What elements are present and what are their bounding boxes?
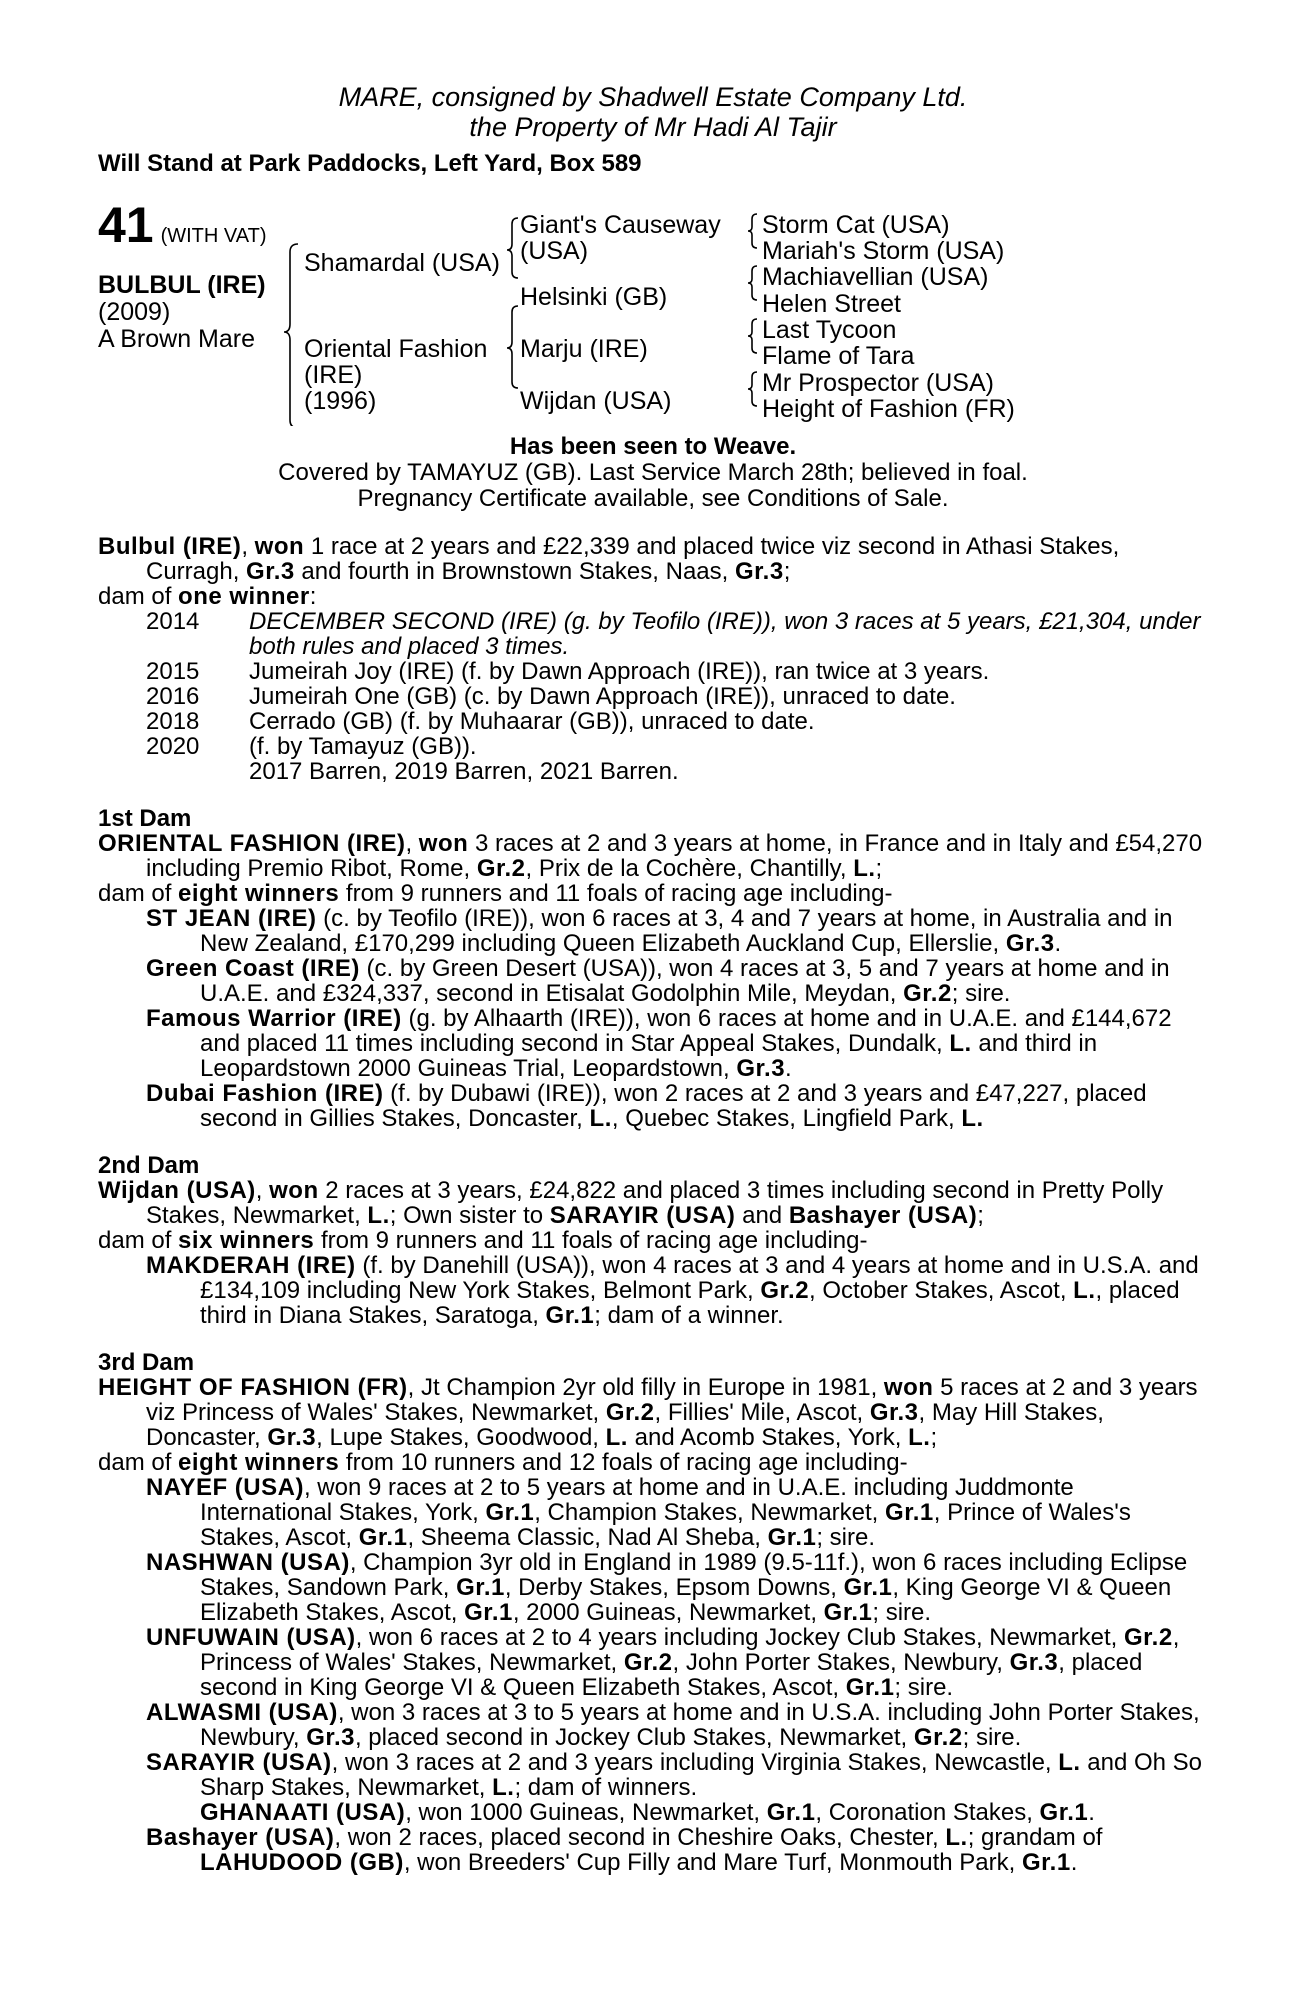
brace-g1 (748, 214, 757, 248)
dam-of-line: dam of one winner: (98, 583, 317, 610)
gp-1: Storm Cat (USA) (762, 211, 950, 239)
sire-sire: Giant's Causeway (520, 211, 721, 239)
notes-block (98, 434, 1208, 512)
covered-note: Covered by TAMAYUZ (GB). Last Service March 28th; believed in foal. (278, 459, 1028, 486)
lot-number: 41 (98, 197, 154, 253)
brace-g4 (748, 372, 757, 406)
dam-of-line: dam of six winners from 9 runners and 11 foals of racing age including- (98, 1227, 868, 1254)
dam-dam: Wijdan (USA) (520, 387, 672, 415)
progeny-entry: ST JEAN (IRE) (c. by Teofilo (IRE)), won 6 races at 3, 4 and 7 years at home, in Australia and in New Zealand, £170,299 including Queen Elizabeth Auckland Cup, Ellerslie, Gr.3. (146, 905, 1173, 957)
progeny-entry: NAYEF (USA), won 9 races at 2 to 5 years at home and in U.A.E. including Juddmonte International Stakes, York, Gr.1, Champion Stakes, Newmarket, Gr.1, Prince of Wales's Stakes, Ascot, Gr.1, Sheema Classic, Nad Al Sheba, Gr.1; sire. (146, 1474, 1131, 1551)
progeny-entry: Bashayer (USA), won 2 races, placed second in Cheshire Oaks, Chester, L.; grandam of (146, 1824, 1103, 1851)
progeny-entry: MAKDERAH (IRE) (f. by Danehill (USA)), won 4 races at 3 and 4 years at home and in U.S.A. and £134,109 including New York Stakes, Belmont Park, Gr.2, October Stakes, Ascot, L., placed third in Diana Stakes, Saratoga, Gr.1; dam of a winner. (146, 1252, 1199, 1329)
progeny-entry: Dubai Fashion (IRE) (f. by Dubawi (IRE)), won 2 races at 2 and 3 years and £47,227, placed second in Gillies Stakes, Doncaster, L., Quebec Stakes, Lingfield Park, L. (146, 1080, 1147, 1132)
produce-record (98, 534, 1208, 1875)
third-dam-summary: HEIGHT OF FASHION (FR), Jt Champion 2yr old filly in Europe in 1981, won 5 races at 2 and 3 years viz Princess of Wales' Stakes, Newmarket, Gr.2, Fillies' Mile, Ascot, Gr.3, May Hill Stakes, Doncaster, Gr.3, Lupe Stakes, Goodwood, L. and Acomb Stakes, York, L.; (98, 1374, 1198, 1451)
progeny-entry: NASHWAN (USA), Champion 3yr old in England in 1989 (9.5-11f.), won 6 races including Eclipse Stakes, Sandown Park, Gr.1, Derby Stakes, Epsom Downs, Gr.1, King George VI & Queen Elizabeth Stakes, Ascot, Gr.1, 2000 Guineas, Newmarket, Gr.1; sire. (146, 1549, 1188, 1626)
gp-7: Mr Prospector (USA) (762, 369, 994, 397)
vat-label: (WITH VAT) (160, 225, 267, 247)
brace-sire-line (507, 218, 518, 278)
pedigree-block (98, 194, 1208, 426)
brace-parents (284, 244, 298, 426)
weave-note: Has been seen to Weave. (509, 433, 797, 460)
produce-item: 2020 (f. by Tamayuz (GB)). (146, 733, 477, 760)
produce-item: 2018 Cerrado (GB) (f. by Muhaarar (GB)), unraced to date. (146, 708, 815, 735)
progeny-entry: Green Coast (IRE) (c. by Green Desert (USA)), won 4 races at 3, 5 and 7 years at home and in U.A.E. and £324,337, second in Etisalat Godolphin Mile, Meydan, Gr.2; sire. (146, 955, 1170, 1007)
section-heading: 3rd Dam (98, 1349, 195, 1376)
progeny-entry: SARAYIR (USA), won 3 races at 2 and 3 years including Virginia Stakes, Newcastle, L. and Oh So Sharp Stakes, Newmarket, L.; dam of winners. (146, 1749, 1202, 1801)
gp-6: Flame of Tara (762, 342, 915, 370)
progeny-entry: Famous Warrior (IRE) (g. by Alhaarth (IRE)), won 6 races at home and in U.A.E. and £144,672 and placed 11 times including second in Star Appeal Stakes, Dundalk, L. and third in Leopardstown 2000 Guineas Trial, Leopardstown, Gr.3. (146, 1005, 1172, 1082)
dam-of-line: dam of eight winners from 9 runners and 11 foals of racing age including- (98, 880, 893, 907)
gp-5: Last Tycoon (762, 316, 897, 344)
barren-years: 2017 Barren, 2019 Barren, 2021 Barren. (249, 758, 679, 785)
foaled-year: (2009) (98, 298, 171, 326)
dam-of-line: dam of eight winners from 10 runners and 12 foals of racing age including- (98, 1449, 908, 1476)
produce-item: 2014 DECEMBER SECOND (IRE) (g. by Teofilo (IRE)), won 3 races at 5 years, £21,304, under both rules and placed 3 times. (146, 608, 1201, 660)
dam-year: (1996) (304, 387, 377, 415)
second-dam-summary: Wijdan (USA), won 2 races at 3 years, £24,822 and placed 3 times including second in Pretty Polly Stakes, Newmarket, L.; Own sister to SARAYIR (USA) and Bashayer (USA); (98, 1177, 1164, 1229)
catalogue-page (98, 82, 1208, 1875)
dam-sire: Marju (IRE) (520, 335, 648, 363)
certificate-note: Pregnancy Certificate available, see Conditions of Sale. (357, 485, 949, 512)
mare-summary: Bulbul (IRE), won 1 race at 2 years and £22,339 and placed twice viz second in Athasi Stakes, Curragh, Gr.3 and fourth in Brownstown Stakes, Naas, Gr.3; (98, 533, 1120, 585)
sire-dam: Helsinki (GB) (520, 283, 668, 311)
dam-country: (IRE) (304, 361, 363, 389)
sire: Shamardal (USA) (304, 249, 500, 277)
sire-sire-country: (USA) (520, 237, 589, 265)
property-line: the Property of Mr Hadi Al Tajir (469, 112, 837, 142)
consignor-line: MARE, consigned by Shadwell Estate Company Ltd. (338, 82, 968, 112)
brace-g3 (748, 319, 757, 353)
grand-progeny-entry: LAHUDOOD (GB), won Breeders' Cup Filly and Mare Turf, Monmouth Park, Gr.1. (200, 1849, 1078, 1876)
horse-description: A Brown Mare (98, 325, 256, 353)
dam: Oriental Fashion (304, 335, 488, 363)
gp-4: Helen Street (762, 290, 901, 318)
section-heading: 1st Dam (98, 805, 192, 832)
mare-name: Bulbul (IRE) (98, 533, 242, 560)
stand-location: Will Stand at Park Paddocks, Left Yard, Box 589 (98, 150, 642, 177)
produce-item: 2016 Jumeirah One (GB) (c. by Dawn Approach (IRE)), unraced to date. (146, 683, 956, 710)
grand-progeny-entry: GHANAATI (USA), won 1000 Guineas, Newmarket, Gr.1, Coronation Stakes, Gr.1. (200, 1799, 1095, 1826)
brace-dam-line (507, 306, 518, 388)
progeny-entry: UNFUWAIN (USA), won 6 races at 2 to 4 years including Jockey Club Stakes, Newmarket, Gr.2, Princess of Wales' Stakes, Newmarket, Gr.2, John Porter Stakes, Newbury, Gr.3, placed second in King George VI & Queen Elizabeth Stakes, Ascot, Gr.1; sire. (146, 1624, 1180, 1701)
first-dam-summary: ORIENTAL FASHION (IRE), won 3 races at 2 and 3 years at home, in France and in Italy and £54,270 including Premio Ribot, Rome, Gr.2, Prix de la Cochère, Chantilly, L.; (98, 830, 1203, 882)
gp-8: Height of Fashion (FR) (762, 395, 1015, 423)
section-heading: 2nd Dam (98, 1152, 200, 1179)
progeny-entry: ALWASMI (USA), won 3 races at 3 to 5 years at home and in U.S.A. including John Porter Stakes, Newbury, Gr.3, placed second in Jockey Club Stakes, Newmarket, Gr.2; sire. (146, 1699, 1200, 1751)
gp-2: Mariah's Storm (USA) (762, 237, 1005, 265)
brace-g2 (748, 266, 757, 300)
horse-name: BULBUL (IRE) (98, 271, 266, 299)
produce-item: 2015 Jumeirah Joy (IRE) (f. by Dawn Approach (IRE)), ran twice at 3 years. (146, 658, 990, 685)
gp-3: Machiavellian (USA) (762, 263, 989, 291)
